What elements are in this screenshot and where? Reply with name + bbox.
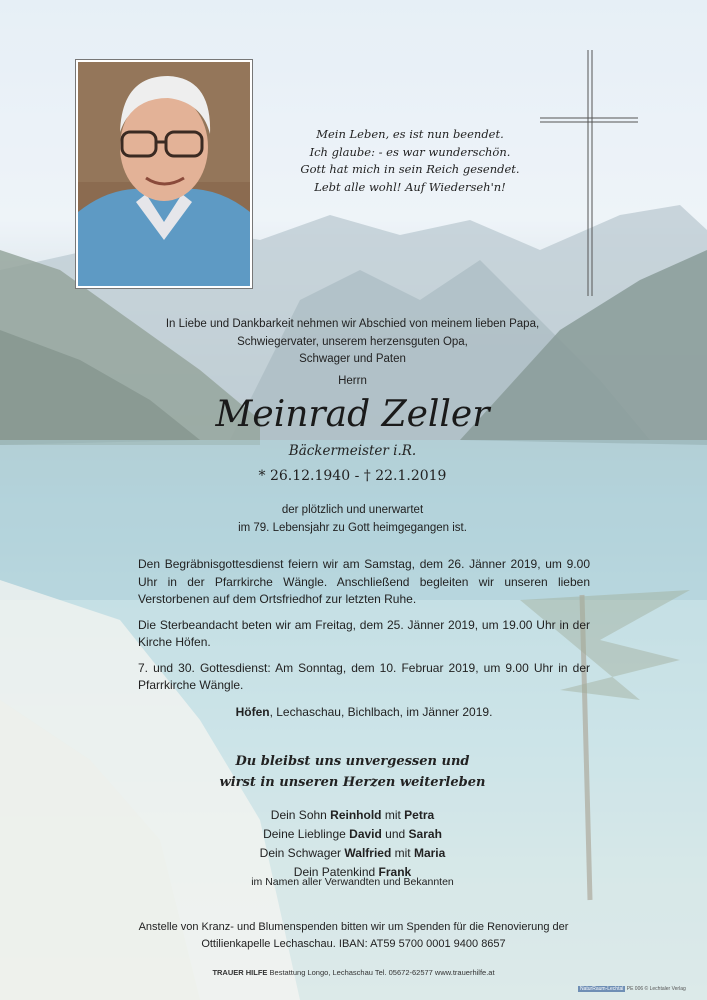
all-relatives: im Namen aller Verwandten und Bekannten [251, 876, 454, 888]
poem [265, 126, 555, 196]
family-line [150, 806, 555, 825]
footer-text: Bestattung Longo, Lechaschau Tel. 05672-62577 www.trauerhilfe.at [267, 968, 495, 977]
paragraph-mass: 7. und 30. Gottesdienst: Am Sonntag, dem 10. Februar 2019, um 9.00 Uhr in der Pfarrkirche Wängle. [138, 660, 590, 692]
family-name: David [349, 827, 382, 841]
poem-line: Ich glaube: - es war wunderschön. [309, 144, 511, 159]
place-name: Höfen [235, 705, 270, 719]
credit-publisher: © Lechtaler Verlag [644, 986, 686, 992]
family-name: Walfried [344, 846, 392, 860]
poem-line: Gott hat mich in sein Reich gesendet. [300, 162, 520, 176]
family-joiner: und [381, 827, 409, 841]
family-line [150, 844, 555, 863]
cross-icon [538, 48, 640, 298]
passing-line: der plötzlich und unerwartet [281, 504, 424, 516]
remembrance-line: Du bleibst uns unvergessen und [235, 754, 470, 769]
family-list [150, 806, 555, 882]
family-joiner: mit [391, 846, 414, 860]
service-details [138, 556, 590, 703]
family-relation: Dein Schwager [259, 846, 345, 860]
passing-text [150, 502, 555, 537]
deceased-dates: * 26.12.1940 - † 22.1.2019 [258, 468, 447, 484]
credit-code: PE 006 [626, 986, 644, 992]
family-relation: Deine Lieblinge [263, 827, 350, 841]
paragraph-prayer: Die Sterbeandacht beten wir am Freitag, dem 25. Jänner 2019, um 19.00 Uhr in der Kirche Höfen. [138, 617, 590, 649]
footer-brand: TRAUER HILFE [212, 968, 268, 977]
poem-line: Mein Leben, es ist nun beendet. [316, 127, 504, 141]
place-rest: , Lechaschau, Bichlbach, im Jänner 2019. [269, 705, 493, 719]
intro-text [110, 316, 595, 390]
family-name: Frank [378, 865, 412, 879]
intro-line: Herrn [338, 374, 367, 387]
deceased-name: Meinrad Zeller [215, 394, 490, 435]
donation-line: Ottilienkapelle Lechaschau. IBAN: AT59 5700 0001 9400 8657 [201, 938, 506, 950]
footer [120, 968, 587, 977]
family-relation: Dein Patenkind [293, 865, 379, 879]
place-date [138, 705, 590, 719]
deceased-title: Bäckermeister i.R. [288, 443, 417, 459]
family-name: Sarah [408, 827, 442, 841]
donation-note [120, 919, 587, 953]
portrait-illustration [78, 62, 250, 286]
intro-line: Schwiegervater, unserem herzensguten Opa, [237, 335, 468, 348]
portrait-photo [76, 60, 252, 288]
remembrance-line: wirst in unseren Herzen weiterleben [219, 775, 486, 790]
donation-line: Anstelle von Kranz- und Blumenspenden bitten wir um Spenden für die Renovierung der [138, 921, 569, 933]
credit-tag: NaturRaum-Lechtal [580, 986, 624, 992]
poem-line: Lebt alle wohl! Auf Wiederseh'n! [314, 179, 506, 194]
family-joiner: mit [381, 808, 405, 822]
paragraph-funeral: Den Begräbnisgottesdienst feiern wir am Samstag, dem 26. Jänner 2019, um 9.00 Uhr in der Pfarrkirche Wängle. Anschließend begleiten wir unseren lieben Verstorbenen auf dem Ortsfriedhof zur letzten Ruhe. [138, 557, 590, 606]
intro-line: Schwager und Paten [299, 353, 406, 365]
family-relation: Dein Sohn [270, 808, 331, 822]
family-line [150, 825, 555, 844]
intro-line: In Liebe und Dankbarkeit nehmen wir Abschied von meinem lieben Papa, [165, 318, 540, 330]
family-name: Reinhold [330, 808, 382, 822]
image-credits [578, 986, 703, 992]
remembrance-text [150, 751, 555, 793]
passing-line: im 79. Lebensjahr zu Gott heimgegangen ist. [238, 521, 467, 534]
family-name: Petra [404, 808, 435, 822]
family-name: Maria [413, 846, 446, 860]
